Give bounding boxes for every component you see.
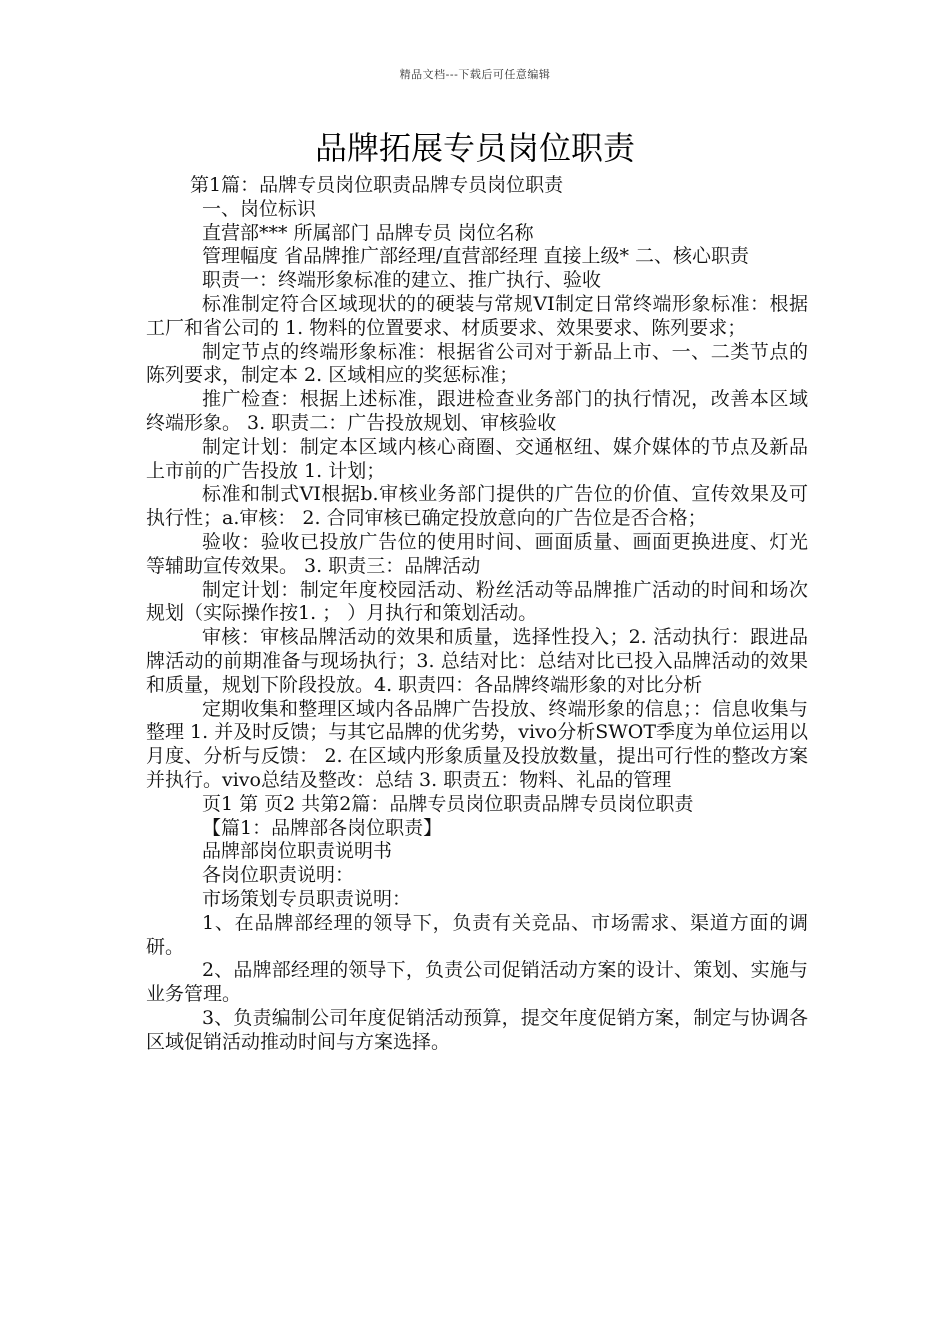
paragraph: 标准和制式VI根据b.审核业务部门提供的广告位的价值、宣传效果及可执行性；a.审核： 2. 合同审核已确定投放意向的广告位是否合格； [146, 483, 808, 530]
paragraph: 职责一：终端形象标准的建立、推广执行、验收 [202, 269, 602, 292]
paragraph: 3、负责编制公司年度促销活动预算，提交年度促销方案，制定与协调各区域促销活动推动时间与方案选择。 [146, 1006, 808, 1053]
header-note: 精品文档---下载后可任意编辑 [399, 68, 551, 81]
document-title: 品牌拓展专员岗位职责 [314, 129, 635, 167]
paragraph: 市场策划专员职责说明： [202, 887, 412, 910]
paragraph: 管理幅度 省品牌推广部经理/直营部经理 直接上级* 二、核心职责 [202, 245, 750, 268]
document-body [146, 174, 808, 1054]
paragraph: 页1 第 页2 共第2篇：品牌专员岗位职责品牌专员岗位职责 [202, 792, 694, 815]
paragraph: 验收：验收已投放广告位的使用时间、画面质量、画面更换进度、灯光等辅助宣传效果。 3. 职责三：品牌活动 [146, 530, 808, 577]
paragraph: 制定计划：制定年度校园活动、粉丝活动等品牌推广活动的时间和场次规划（实际操作按1. ； ）月执行和策划活动。 [146, 578, 808, 625]
paragraph: 品牌部岗位职责说明书 [202, 840, 393, 863]
paragraph: 1、在品牌部经理的领导下，负责有关竞品、市场需求、渠道方面的调研。 [146, 911, 808, 958]
paragraph: 定期收集和整理区域内各品牌广告投放、终端形象的信息；：信息收集与整理 1. 并及时反馈；与其它品牌的优劣势，vivo分析SWOT季度为单位运用以月度、分析与反馈： 2. 在区域内形象质量及投放数量，提出可行性的整改方案并执行。vivo总结及整改：总结 3. 职责五：物料、礼品的管理 [146, 697, 808, 791]
paragraph: 一、岗位标识 [202, 197, 317, 220]
paragraph: 各岗位职责说明： [202, 864, 355, 887]
paragraph: 制定节点的终端形象标准：根据省公司对于新品上市、一、二类节点的陈列要求，制定本 2. 区域相应的奖惩标准； [146, 340, 808, 387]
paragraph: 第1篇：品牌专员岗位职责品牌专员岗位职责 [190, 174, 564, 196]
paragraph: 推广检查：根据上述标准，跟进检查业务部门的执行情况，改善本区域终端形象。 3. 职责二：广告投放规划、审核验收 [146, 388, 808, 434]
paragraph: 制定计划：制定本区域内核心商圈、交通枢纽、媒介媒体的节点及新品上市前的广告投放 1. 计划； [146, 435, 808, 482]
paragraph: 审核：审核品牌活动的效果和质量，选择性投入；2. 活动执行：跟进品牌活动的前期准备与现场执行；3. 总结对比：总结对比已投入品牌活动的效果和质量，规划下阶段投放。4. 职责四：各品牌终端形象的对比分析 [146, 626, 808, 696]
paragraph: 2、品牌部经理的领导下，负责公司促销活动方案的设计、策划、实施与业务管理。 [146, 959, 808, 1006]
paragraph: 标准制定符合区域现状的的硬装与常规VI制定日常终端形象标准：根据工厂和省公司的 1. 物料的位置要求、材质要求、效果要求、陈列要求； [146, 292, 808, 339]
paragraph: 直营部*** 所属部门 品牌专员 岗位名称 [202, 221, 534, 244]
paragraph: 【篇1：品牌部各岗位职责】 [202, 816, 443, 839]
